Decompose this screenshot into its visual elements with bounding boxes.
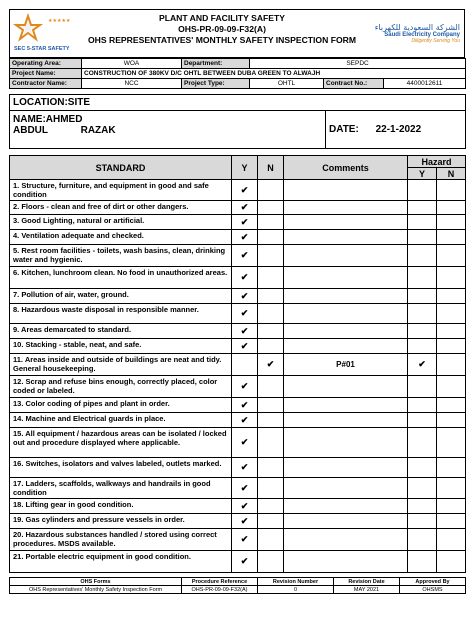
comment-cell[interactable] [284, 201, 408, 215]
yes-mark[interactable]: ✔ [232, 201, 258, 215]
no-mark[interactable] [258, 413, 284, 428]
hazard-no-mark[interactable] [437, 398, 466, 413]
standard-text: 14. Machine and Electrical guards in place. [10, 413, 232, 428]
hazard-no-mark[interactable] [437, 413, 466, 428]
no-mark[interactable] [258, 304, 284, 324]
yes-mark[interactable]: ✔ [232, 339, 258, 354]
comment-cell[interactable] [284, 324, 408, 339]
footer-procedure-reference: Procedure Reference [182, 578, 258, 586]
checklist-row [10, 499, 466, 514]
footer-approved-by: Approved By [400, 578, 466, 586]
comment-cell[interactable]: P#01 [284, 354, 408, 376]
checklist-row [10, 245, 466, 267]
no-mark[interactable] [258, 230, 284, 245]
footer-procedure-value: OHS-PR-09-09-F32(A) [182, 586, 258, 594]
project-name-label: Project Name: [10, 69, 82, 79]
standard-text: 15. All equipment / hazardous areas can be isolated / locked out and procedure displayed where applicable. [10, 428, 232, 458]
yes-mark[interactable] [232, 354, 258, 376]
yes-mark[interactable]: ✔ [232, 180, 258, 201]
checklist-row [10, 354, 466, 376]
yes-mark[interactable]: ✔ [232, 428, 258, 458]
yes-mark[interactable]: ✔ [232, 376, 258, 398]
hazard-yes-mark[interactable] [408, 201, 437, 215]
sec-company-logo [372, 10, 464, 57]
hazard-yes-mark[interactable] [408, 180, 437, 201]
comment-cell[interactable] [284, 529, 408, 551]
hazard-no-mark[interactable] [437, 499, 466, 514]
hazard-no-mark[interactable] [437, 478, 466, 499]
hazard-no-mark[interactable] [437, 215, 466, 230]
no-mark[interactable] [258, 428, 284, 458]
company-name-english: Saudi Electricity Company [384, 32, 460, 38]
no-mark[interactable] [258, 324, 284, 339]
yes-mark[interactable]: ✔ [232, 529, 258, 551]
hazard-no-mark[interactable] [437, 551, 466, 573]
no-mark[interactable] [258, 499, 284, 514]
standard-text: 11. Areas inside and outside of buildings are neat and tidy. General housekeeping. [10, 354, 232, 376]
comment-cell[interactable] [284, 428, 408, 458]
company-tagline: Diligently Serving You [411, 38, 460, 44]
hazard-yes-mark[interactable] [408, 413, 437, 428]
col-hazard: Hazard [408, 156, 466, 168]
standard-text: 19. Gas cylinders and pressure vessels in order. [10, 514, 232, 529]
hazard-yes-mark[interactable] [408, 551, 437, 573]
hazard-yes-mark[interactable] [408, 245, 437, 267]
contract-no-value: 4400012611 [384, 79, 466, 89]
project-type-value: OHTL [250, 79, 324, 89]
form-title [72, 10, 372, 57]
checklist-row [10, 304, 466, 324]
hazard-yes-mark[interactable] [408, 230, 437, 245]
checklist-row [10, 458, 466, 478]
hazard-no-mark[interactable] [437, 514, 466, 529]
checklist-row [10, 428, 466, 458]
no-mark[interactable] [258, 339, 284, 354]
hazard-yes-mark[interactable] [408, 304, 437, 324]
no-mark[interactable] [258, 267, 284, 289]
date-label: DATE: [329, 124, 359, 135]
location-field: LOCATION:SITE [10, 95, 466, 111]
yes-mark[interactable]: ✔ [232, 304, 258, 324]
comment-cell[interactable] [284, 551, 408, 573]
no-mark[interactable] [258, 215, 284, 230]
department-value: SEPDC [250, 59, 466, 69]
checklist-row [10, 230, 466, 245]
hazard-no-mark[interactable] [437, 529, 466, 551]
form-footer [9, 577, 466, 594]
svg-text:SEC 5-STAR SAFETY: SEC 5-STAR SAFETY [14, 45, 70, 52]
no-mark[interactable] [258, 289, 284, 304]
checklist-table [9, 155, 466, 573]
standard-text: 16. Switches, isolators and valves labeled, outlets marked. [10, 458, 232, 478]
inspector-name-field [10, 111, 326, 149]
footer-revision-date: Revision Date [334, 578, 400, 586]
comment-cell[interactable] [284, 245, 408, 267]
comment-cell[interactable] [284, 514, 408, 529]
footer-revision-number-value: 0 [258, 586, 334, 594]
hazard-yes-mark[interactable] [408, 478, 437, 499]
standard-text: 8. Hazardous waste disposal in responsible manner. [10, 304, 232, 324]
yes-mark[interactable]: ✔ [232, 245, 258, 267]
col-y: Y [232, 156, 258, 180]
hazard-yes-mark[interactable] [408, 529, 437, 551]
yes-mark[interactable]: ✔ [232, 458, 258, 478]
hazard-no-mark[interactable] [437, 458, 466, 478]
title-line-3: OHS REPRESENTATIVES' MONTHLY SAFETY INSPECTION FORM [87, 35, 356, 45]
checklist-row [10, 180, 466, 201]
yes-mark[interactable]: ✔ [232, 413, 258, 428]
hazard-yes-mark[interactable] [408, 458, 437, 478]
no-mark[interactable] [258, 201, 284, 215]
project-type-label: Project Type: [182, 79, 250, 89]
standard-text: 6. Kitchen, lunchroom clean. No food in unauthorized areas. [10, 267, 232, 289]
checklist-row [10, 215, 466, 230]
col-hazard-y: Y [408, 168, 437, 180]
hazard-yes-mark[interactable] [408, 514, 437, 529]
footer-approved-by-value: OHSMS [400, 586, 466, 594]
contractor-name-label: Contractor Name: [10, 79, 82, 89]
yes-mark[interactable]: ✔ [232, 230, 258, 245]
operating-area-value: WOA [82, 59, 182, 69]
company-name-arabic: الشركة السعودية للكهرباء [374, 23, 460, 32]
checklist-row [10, 267, 466, 289]
department-label: Department: [182, 59, 250, 69]
comment-cell[interactable] [284, 376, 408, 398]
standard-text: 1. Structure, furniture, and equipment in good and safe condition [10, 180, 232, 201]
no-mark[interactable] [258, 514, 284, 529]
project-info-table [9, 58, 466, 89]
inspector-name: NAME:AHMED ABDUL RAZAK [13, 114, 116, 136]
col-standard: STANDARD [10, 156, 232, 180]
standard-text: 12. Scrap and refuse bins enough, correctly placed, color coded or labeled. [10, 376, 232, 398]
hazard-no-mark[interactable] [437, 201, 466, 215]
standard-text: 13. Color coding of pipes and plant in order. [10, 398, 232, 413]
hazard-no-mark[interactable] [437, 230, 466, 245]
standard-text: 9. Areas demarcated to standard. [10, 324, 232, 339]
location-table [9, 94, 466, 149]
no-mark[interactable] [258, 245, 284, 267]
comment-cell[interactable] [284, 267, 408, 289]
comment-cell[interactable] [284, 499, 408, 514]
sec-5-star-safety-logo [10, 10, 72, 57]
comment-cell[interactable] [284, 289, 408, 304]
checklist-row [10, 551, 466, 573]
checklist-row [10, 413, 466, 428]
comment-cell[interactable] [284, 458, 408, 478]
standard-text: 20. Hazardous substances handled / stored using correct procedures. MSDS available. [10, 529, 232, 551]
yes-mark[interactable]: ✔ [232, 478, 258, 499]
checklist-row [10, 478, 466, 499]
hazard-no-mark[interactable] [437, 304, 466, 324]
checklist-row [10, 289, 466, 304]
comment-cell[interactable] [284, 304, 408, 324]
contractor-name-value: NCC [82, 79, 182, 89]
no-mark[interactable] [258, 478, 284, 499]
checklist-row [10, 339, 466, 354]
no-mark[interactable] [258, 398, 284, 413]
hazard-yes-mark[interactable] [408, 324, 437, 339]
hazard-yes-mark[interactable] [408, 215, 437, 230]
comment-cell[interactable] [284, 230, 408, 245]
standard-text: 10. Stacking - stable, neat, and safe. [10, 339, 232, 354]
title-line-1: PLANT AND FACILITY SAFETY [158, 13, 286, 23]
footer-revision-number: Revision Number [258, 578, 334, 586]
checklist-row [10, 514, 466, 529]
hazard-no-mark[interactable] [437, 354, 466, 376]
comment-cell[interactable] [284, 398, 408, 413]
checklist-row [10, 398, 466, 413]
comment-cell[interactable] [284, 413, 408, 428]
hazard-no-mark[interactable] [437, 324, 466, 339]
yes-mark[interactable]: ✔ [232, 267, 258, 289]
standard-text: 21. Portable electric equipment in good condition. [10, 551, 232, 573]
hazard-yes-mark[interactable] [408, 428, 437, 458]
footer-form-name: OHS Representatives' Monthly Safety Inspection Form [10, 586, 182, 594]
contract-no-label: Contract No.: [324, 79, 384, 89]
hazard-yes-mark[interactable] [408, 339, 437, 354]
no-mark[interactable] [258, 376, 284, 398]
yes-mark[interactable]: ✔ [232, 514, 258, 529]
yes-mark[interactable]: ✔ [232, 398, 258, 413]
hazard-no-mark[interactable] [437, 428, 466, 458]
date-value: 22-1-2022 [375, 124, 422, 135]
checklist-row [10, 376, 466, 398]
hazard-yes-mark[interactable] [408, 499, 437, 514]
form-header [9, 9, 465, 58]
hazard-no-mark[interactable] [437, 245, 466, 267]
comment-cell[interactable] [284, 478, 408, 499]
footer-revision-date-value: MAY 2021 [334, 586, 400, 594]
hazard-no-mark[interactable] [437, 267, 466, 289]
yes-mark[interactable]: ✔ [232, 499, 258, 514]
comment-cell[interactable] [284, 339, 408, 354]
standard-text: 3. Good Lighting, natural or artificial. [10, 215, 232, 230]
checklist-row [10, 201, 466, 215]
svg-text:★★★★★: ★★★★★ [48, 17, 70, 24]
no-mark[interactable] [258, 458, 284, 478]
hazard-no-mark[interactable] [437, 180, 466, 201]
checklist-row [10, 324, 466, 339]
no-mark[interactable] [258, 551, 284, 573]
comment-cell[interactable] [284, 215, 408, 230]
yes-mark[interactable]: ✔ [232, 324, 258, 339]
title-line-2: OHS-PR-09-09-F32(A) [178, 24, 266, 34]
inspection-form [9, 9, 465, 594]
hazard-yes-mark[interactable]: ✔ [408, 354, 437, 376]
hazard-no-mark[interactable] [437, 289, 466, 304]
standard-text: 7. Pollution of air, water, ground. [10, 289, 232, 304]
checklist-row [10, 529, 466, 551]
comment-cell[interactable] [284, 180, 408, 201]
operating-area-label: Operating Area: [10, 59, 82, 69]
no-mark[interactable] [258, 180, 284, 201]
hazard-yes-mark[interactable] [408, 289, 437, 304]
hazard-yes-mark[interactable] [408, 376, 437, 398]
yes-mark[interactable]: ✔ [232, 551, 258, 573]
hazard-no-mark[interactable] [437, 339, 466, 354]
no-mark[interactable]: ✔ [258, 354, 284, 376]
standard-text: 18. Lifting gear in good condition. [10, 499, 232, 514]
standard-text: 17. Ladders, scaffolds, walkways and handrails in good condition [10, 478, 232, 499]
standard-text: 2. Floors - clean and free of dirt or other dangers. [10, 201, 232, 215]
yes-mark[interactable]: ✔ [232, 215, 258, 230]
standard-text: 4. Ventilation adequate and checked. [10, 230, 232, 245]
date-field [326, 111, 466, 149]
project-name-value: CONSTRUCTION OF 380KV D/C OHTL BETWEEN DUBA GREEN TO ALWAJH [82, 69, 466, 79]
col-comments: Comments [284, 156, 408, 180]
yes-mark[interactable]: ✔ [232, 289, 258, 304]
no-mark[interactable] [258, 529, 284, 551]
hazard-no-mark[interactable] [437, 376, 466, 398]
col-n: N [258, 156, 284, 180]
col-hazard-n: N [437, 168, 466, 180]
hazard-yes-mark[interactable] [408, 398, 437, 413]
footer-ohs-forms: OHS Forms [10, 578, 182, 586]
hazard-yes-mark[interactable] [408, 267, 437, 289]
standard-text: 5. Rest room facilities - toilets, wash basins, clean, drinking water and hygienic. [10, 245, 232, 267]
